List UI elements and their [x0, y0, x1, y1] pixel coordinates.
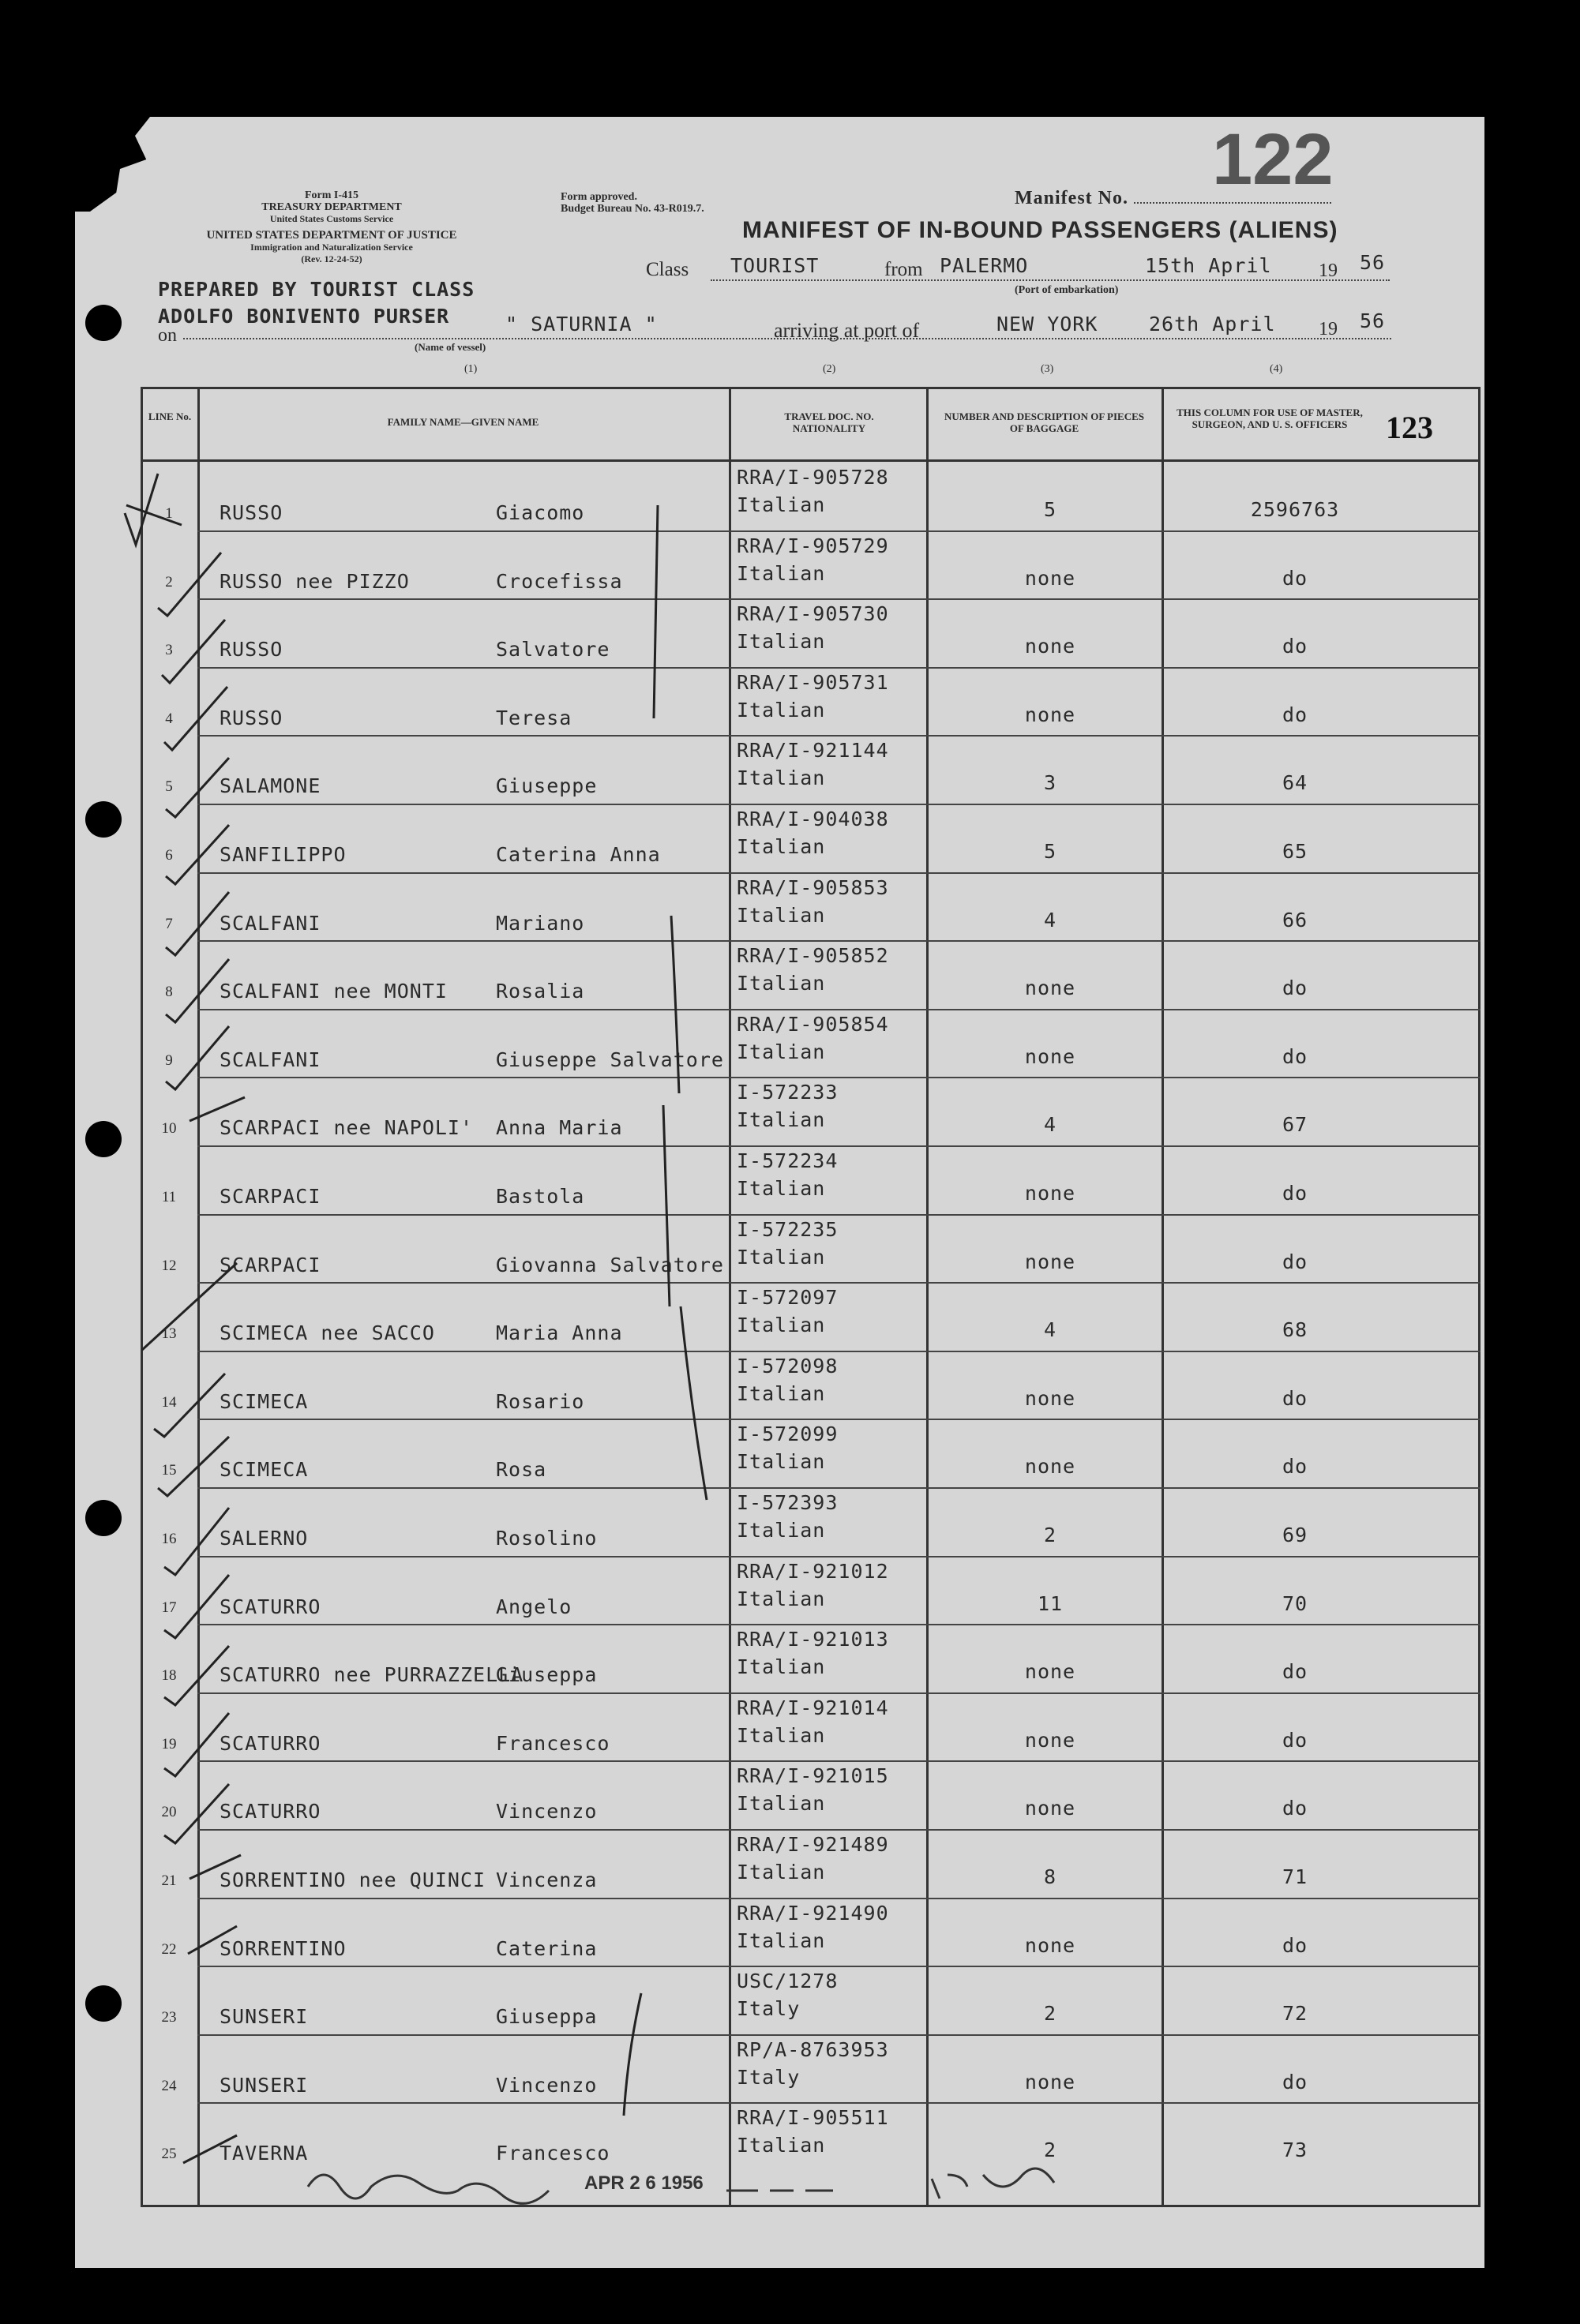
date-stamp: APR 2 6 1956: [584, 2172, 704, 2194]
travel-doc-number: RRA/I-921012: [737, 1559, 889, 1583]
given-name: Crocefissa: [496, 569, 623, 593]
nationality: Italian: [737, 1108, 826, 1132]
baggage-count: 2: [1043, 2002, 1057, 2026]
check-mark: [166, 1026, 229, 1089]
family-name: SANFILIPPO: [220, 843, 347, 866]
manifest-stamp-number: 122: [1212, 119, 1334, 200]
line-number: 23: [161, 2009, 177, 2026]
travel-doc-number: RRA/I-905511: [737, 2106, 889, 2130]
nationality: Italian: [737, 2134, 826, 2157]
baggage-count: none: [1024, 1933, 1076, 1957]
embark-year-prefix: 19: [1319, 261, 1338, 281]
col-header-baggage: NUMBER AND DESCRIPTION OF PIECES OF BAGGAGE: [944, 410, 1145, 434]
given-name: Giuseppa: [496, 1663, 598, 1687]
officer-column-value: 2596763: [1250, 498, 1340, 521]
line-number: 5: [165, 778, 173, 796]
budget-label: Budget Bureau No. 43-R019.7.: [561, 203, 704, 215]
officer-column-value: do: [1282, 1455, 1308, 1479]
embark-date: 15th April: [1145, 254, 1272, 277]
nationality: Italian: [737, 903, 826, 927]
officer-column-value: do: [1282, 703, 1308, 726]
col-header-line-no: LINE No.: [148, 410, 192, 422]
given-name: Vincenza: [496, 1869, 598, 1891]
family-name: SORRENTINO nee QUINCI: [220, 1869, 486, 1891]
checkmarks: [125, 474, 245, 2163]
check-mark: [158, 1437, 229, 1496]
given-name: Giuseppe Salvatore: [496, 1048, 724, 1071]
given-name: Bastola: [496, 1185, 585, 1208]
line-number: 18: [161, 1667, 177, 1685]
check-mark: [183, 2135, 237, 2163]
baggage-count: 4: [1043, 1113, 1057, 1137]
family-name: SCIMECA: [220, 1389, 309, 1413]
officer-column-value: 70: [1282, 1591, 1308, 1615]
given-name: Mariano: [496, 911, 585, 935]
officer-column-value: do: [1282, 1728, 1308, 1752]
travel-doc-number: I-572098: [737, 1354, 839, 1378]
check-mark: [164, 1575, 229, 1638]
check-mark: [158, 553, 221, 616]
customs-label: United States Customs Service: [269, 213, 394, 224]
nationality: Italian: [737, 835, 826, 858]
check-mark: [164, 1713, 229, 1776]
baggage-count: 5: [1043, 840, 1057, 863]
travel-doc-number: RRA/I-905728: [737, 466, 889, 489]
document-title: MANIFEST OF IN-BOUND PASSENGERS (ALIENS): [742, 217, 1338, 243]
travel-doc-number: RRA/I-905854: [737, 1012, 889, 1036]
travel-doc-number: RRA/I-905852: [737, 944, 889, 968]
officer-column-value: do: [1282, 1933, 1308, 1957]
baggage-count: 5: [1043, 498, 1057, 521]
check-mark: [166, 892, 229, 955]
nationality: Italian: [737, 1177, 826, 1200]
travel-doc-number: I-572097: [737, 1286, 839, 1310]
family-name: SCALFANI: [220, 1048, 321, 1071]
baggage-count: none: [1024, 635, 1076, 658]
line-number: 4: [165, 710, 173, 727]
officer-column-value: do: [1282, 1660, 1308, 1684]
line-number: 10: [161, 1120, 177, 1138]
nationality: Italian: [737, 1314, 826, 1337]
check-mark: [125, 474, 158, 545]
arrival-date: 26th April: [1149, 313, 1276, 335]
given-name: Maria Anna: [496, 1321, 623, 1345]
line-number: 16: [161, 1531, 177, 1547]
nationality: Italy: [737, 2065, 801, 2089]
check-mark: [166, 959, 229, 1022]
family-name: SUNSERI: [220, 2073, 309, 2097]
family-name: SCATURRO: [220, 1800, 321, 1824]
line-number: 7: [165, 915, 173, 932]
travel-doc-number: I-572235: [737, 1217, 839, 1241]
given-name: Francesco: [496, 2142, 610, 2165]
baggage-count: none: [1024, 976, 1076, 1000]
col-num-3: (3): [1041, 363, 1054, 375]
ins-label: Immigration and Naturalization Service: [250, 242, 413, 253]
officer-column-value: 73: [1282, 2138, 1308, 2162]
line-number: 12: [161, 1257, 177, 1274]
given-name: Caterina Anna: [496, 843, 661, 866]
bracket-line: [671, 916, 679, 1093]
nationality: Italian: [737, 493, 826, 516]
bracket-line: [681, 1306, 707, 1500]
given-name: Rosolino: [496, 1527, 598, 1550]
baggage-count: 2: [1043, 2138, 1057, 2162]
check-mark: [164, 687, 227, 750]
bracket-line: [654, 505, 658, 718]
arrival-year: 56: [1360, 309, 1386, 332]
given-name: Giuseppe: [496, 774, 598, 798]
officer-column-value: do: [1282, 1797, 1308, 1820]
given-name: Rosalia: [496, 980, 585, 1003]
on-label: on: [158, 325, 177, 346]
line-number: 1: [165, 505, 173, 522]
nationality: Italian: [737, 1929, 826, 1952]
col-header-name: FAMILY NAME—GIVEN NAME: [387, 416, 539, 428]
check-mark: [164, 1508, 229, 1575]
line-number: 15: [161, 1462, 177, 1479]
line-number: 6: [165, 847, 173, 864]
prepared-by-line1: PREPARED BY TOURIST CLASS: [158, 278, 475, 301]
nationality: Italian: [737, 1655, 826, 1679]
signature-initials: [932, 2168, 1054, 2198]
line-number: 21: [161, 1872, 177, 1889]
baggage-count: none: [1024, 1044, 1076, 1068]
family-name: SCALFANI: [220, 911, 321, 935]
family-name: SCARPACI: [220, 1253, 321, 1276]
officer-column-value: 67: [1282, 1113, 1308, 1137]
baggage-count: 4: [1043, 908, 1057, 931]
baggage-count: 8: [1043, 1865, 1057, 1888]
nationality: Italian: [737, 561, 826, 585]
travel-doc-number: RRA/I-921144: [737, 739, 889, 763]
manifest-no-text: Manifest No.: [1015, 188, 1128, 208]
baggage-count: none: [1024, 566, 1076, 590]
given-name: Rosario: [496, 1389, 585, 1413]
arrival-port: NEW YORK: [996, 313, 1098, 335]
given-name: Francesco: [496, 1731, 610, 1755]
travel-doc-number: RRA/I-904038: [737, 808, 889, 830]
line-number: 3: [165, 642, 173, 659]
family-name: SCATURRO: [220, 1595, 321, 1618]
travel-doc-number: I-572099: [737, 1423, 839, 1446]
officer-column-value: 71: [1282, 1865, 1308, 1888]
check-mark: [190, 1097, 245, 1121]
nationality: Italian: [737, 1450, 826, 1474]
check-mark: [142, 1263, 237, 1350]
baggage-count: 4: [1043, 1318, 1057, 1342]
baggage-count: none: [1024, 1797, 1076, 1820]
officer-column-value: do: [1282, 635, 1308, 658]
vessel-note: (Name of vessel): [415, 341, 486, 353]
officer-column-value: do: [1282, 1182, 1308, 1205]
officer-column-value: do: [1282, 1250, 1308, 1273]
line-number: 11: [161, 1189, 177, 1205]
baggage-count: none: [1024, 1250, 1076, 1273]
travel-doc-number: RRA/I-921015: [737, 1764, 889, 1788]
travel-doc-number: I-572393: [737, 1491, 839, 1514]
travel-doc-number: RP/A-8763953: [737, 2037, 889, 2061]
nationality: Italian: [737, 1861, 826, 1884]
embark-note: (Port of embarkation): [1015, 284, 1119, 296]
bracket-line: [624, 1993, 641, 2116]
family-name: SCALFANI nee MONTI: [220, 980, 448, 1003]
col-num-1: (1): [464, 363, 478, 375]
travel-doc-number: RRA/I-921013: [737, 1628, 889, 1651]
line-number: 14: [161, 1393, 177, 1411]
line-number: 13: [161, 1325, 177, 1343]
baggage-count: none: [1024, 1728, 1076, 1752]
officer-column-value: do: [1282, 976, 1308, 1000]
baggage-count: none: [1024, 1660, 1076, 1684]
travel-doc-number: RRA/I-921489: [737, 1833, 889, 1856]
family-brackets: [624, 505, 707, 2116]
family-name: RUSSO nee PIZZO: [220, 569, 410, 593]
officer-column-value: 64: [1282, 771, 1308, 795]
family-name: RUSSO: [220, 501, 283, 524]
officer-column-value: 69: [1282, 1524, 1308, 1546]
officer-column-value: 68: [1282, 1318, 1308, 1342]
officer-column-value: do: [1282, 2070, 1308, 2093]
signature-scribble: [308, 2175, 549, 2203]
nationality: Italian: [737, 767, 826, 790]
family-name: SCARPACI nee NAPOLI': [220, 1116, 474, 1140]
nationality: Italian: [737, 630, 826, 654]
given-name: Teresa: [496, 706, 572, 729]
given-name: Vincenzo: [496, 1800, 598, 1824]
travel-doc-number: RRA/I-905729: [737, 534, 889, 557]
line-number: 20: [161, 1804, 177, 1821]
family-name: RUSSO: [220, 706, 283, 729]
line-number: 24: [161, 2077, 177, 2094]
baggage-count: none: [1024, 1455, 1076, 1479]
check-mark: [164, 1646, 229, 1705]
family-name: SCATURRO: [220, 1731, 321, 1755]
given-name: Giovanna Salvatore: [496, 1253, 724, 1276]
nationality: Italian: [737, 1587, 826, 1610]
check-mark: [154, 1374, 225, 1437]
check-mark: [164, 1784, 229, 1843]
nationality: Italian: [737, 1519, 826, 1542]
travel-doc-number: I-572233: [737, 1081, 839, 1104]
form-number: Form I-415: [304, 189, 359, 201]
line-number: 8: [165, 984, 173, 1001]
given-name: Salvatore: [496, 638, 610, 662]
line-number: 9: [165, 1051, 173, 1069]
baggage-count: none: [1024, 2070, 1076, 2093]
baggage-count: none: [1024, 1386, 1076, 1410]
baggage-count: none: [1024, 1182, 1076, 1205]
from-label: from: [884, 259, 923, 280]
nationality: Italy: [737, 1997, 801, 2021]
check-mark: [162, 620, 225, 683]
travel-doc-number: RRA/I-921490: [737, 1901, 889, 1925]
justice-label: UNITED STATES DEPARTMENT OF JUSTICE: [206, 229, 457, 242]
baggage-count: none: [1024, 703, 1076, 726]
travel-doc-number: USC/1278: [737, 1970, 839, 1993]
nationality: Italian: [737, 1245, 826, 1269]
family-name: SORRENTINO: [220, 1936, 347, 1960]
officer-column-value: 65: [1282, 840, 1308, 863]
travel-doc-number: RRA/I-905731: [737, 670, 889, 694]
nationality: Italian: [737, 1381, 826, 1405]
embark-port: PALERMO: [940, 254, 1029, 277]
baggage-count: 11: [1037, 1591, 1064, 1615]
side-page-number: 123: [1386, 410, 1433, 445]
line-number: 2: [165, 573, 173, 590]
officer-column-value: do: [1282, 1044, 1308, 1068]
family-name: SCIMECA nee SACCO: [220, 1321, 435, 1345]
arrival-year-prefix: 19: [1319, 319, 1338, 339]
officer-column-value: 66: [1282, 908, 1308, 931]
officer-column-value: do: [1282, 566, 1308, 590]
line-number: 22: [161, 1940, 177, 1958]
nationality: Italian: [737, 1792, 826, 1816]
check-mark: [126, 505, 182, 525]
family-name: TAVERNA: [220, 2142, 309, 2165]
family-name: SCATURRO nee PURRAZZELLA: [220, 1663, 524, 1687]
officer-column-value: 72: [1282, 2002, 1308, 2026]
col-num-2: (2): [823, 363, 836, 375]
check-mark: [190, 1855, 241, 1879]
baggage-count: 3: [1043, 771, 1057, 795]
check-mark: [188, 1926, 237, 1954]
class-value: TOURIST: [730, 254, 820, 277]
given-name: Anna Maria: [496, 1116, 623, 1140]
family-name: SALAMONE: [220, 774, 321, 798]
check-mark: [166, 758, 229, 817]
family-name: SCARPACI: [220, 1185, 321, 1208]
family-name: SUNSERI: [220, 2005, 309, 2029]
prepared-by-line2: ADOLFO BONIVENTO PURSER: [158, 305, 450, 328]
baggage-count: 2: [1043, 1524, 1057, 1546]
nationality: Italian: [737, 1040, 826, 1063]
line-number: 17: [161, 1599, 177, 1616]
travel-doc-number: I-572234: [737, 1149, 839, 1172]
bracket-line: [663, 1105, 670, 1306]
given-name: Giuseppa: [496, 2005, 598, 2029]
given-name: Caterina: [496, 1936, 598, 1960]
family-name: SALERNO: [220, 1527, 309, 1550]
col-header-officers: THIS COLUMN FOR USE OF MASTER, SURGEON, AND U. S. OFFICERS: [1177, 407, 1363, 430]
treasury-label: TREASURY DEPARTMENT: [261, 201, 402, 213]
line-number: 25: [161, 2146, 177, 2163]
line-number: 19: [161, 1735, 177, 1752]
revision-label: (Rev. 12-24-52): [301, 253, 362, 264]
col-num-4: (4): [1270, 363, 1283, 375]
approved-label: Form approved.: [561, 191, 637, 203]
embark-year: 56: [1360, 251, 1386, 274]
given-name: Giacomo: [496, 501, 585, 524]
family-name: SCIMECA: [220, 1458, 309, 1482]
nationality: Italian: [737, 972, 826, 995]
family-name: RUSSO: [220, 638, 283, 662]
vessel-name: " SATURNIA ": [505, 313, 658, 335]
given-name: Angelo: [496, 1595, 572, 1618]
class-label: Class: [646, 259, 689, 280]
nationality: Italian: [737, 698, 826, 722]
officer-column-value: do: [1282, 1386, 1308, 1410]
travel-doc-number: RRA/I-921014: [737, 1696, 889, 1719]
given-name: Vincenzo: [496, 2073, 598, 2097]
nationality: Italian: [737, 1723, 826, 1747]
check-mark: [166, 825, 229, 884]
travel-doc-number: RRA/I-905730: [737, 602, 889, 626]
travel-doc-number: RRA/I-905853: [737, 875, 889, 899]
given-name: Rosa: [496, 1458, 547, 1482]
col-header-travel: TRAVEL DOC. NO. NATIONALITY: [784, 410, 874, 434]
arriving-label: arriving at port of: [774, 319, 920, 342]
